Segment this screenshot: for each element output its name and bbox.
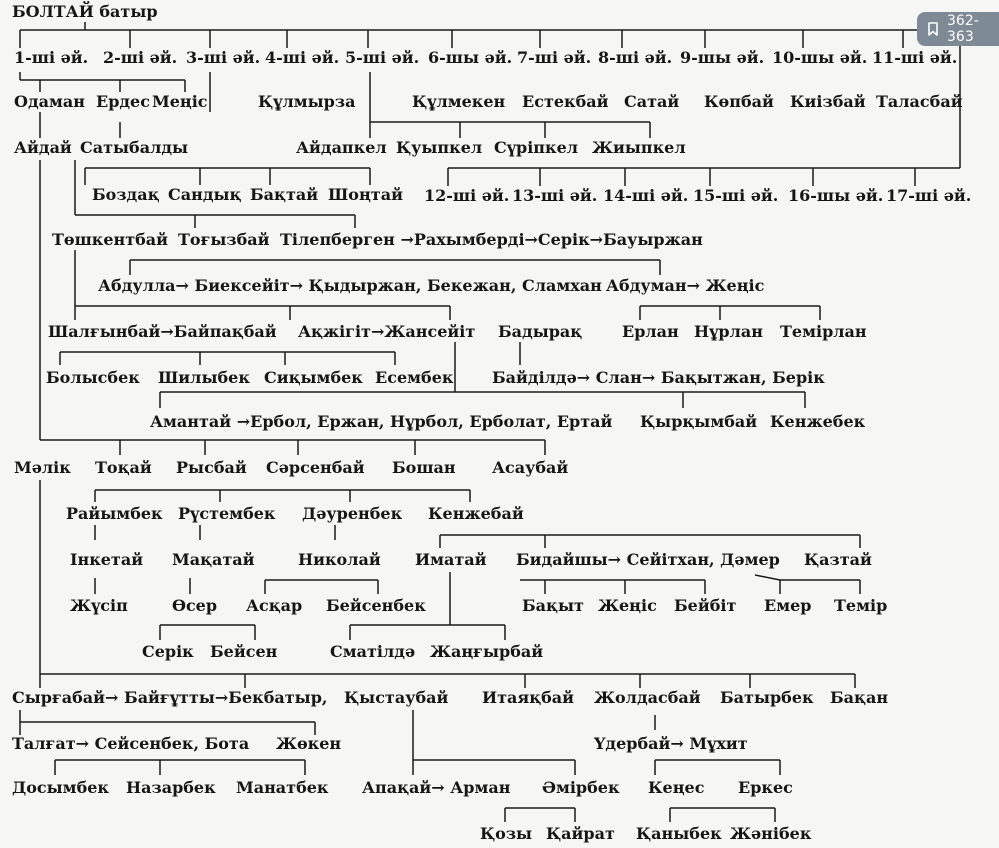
person-name: Николай (298, 550, 381, 569)
person-name: Бақан (830, 688, 889, 707)
person-name: Кеңес (648, 778, 705, 797)
generation-label: 3-ші әй. (186, 48, 261, 67)
bookmark-icon (927, 22, 939, 36)
person-name: Жәнібек (730, 824, 812, 843)
person-name: Қырқымбай (640, 412, 758, 431)
person-name: Бақтай (250, 185, 319, 204)
person-chain: Тілепберген →Рахымберді→Серік→Бауыржан (280, 230, 703, 249)
person-name: Болысбек (46, 368, 140, 387)
person-name: Шоңтай (328, 185, 403, 204)
person-name: Қыстаубай (344, 688, 449, 707)
generation-label: 6-шы әй. (428, 48, 513, 67)
person-name: Асаубай (492, 458, 569, 477)
person-name: Сматілдә (330, 642, 416, 661)
person-name: Тоқай (95, 458, 152, 477)
person-name: Ердес (96, 92, 150, 111)
person-name: Темір (834, 596, 888, 615)
generation-label: 8-ші әй. (598, 48, 673, 67)
person-chain: Ақжігіт→Жансейіт (298, 322, 476, 341)
person-name: Назарбек (126, 778, 216, 797)
person-name: Кенжебек (770, 412, 866, 431)
generation-label: 2-ші әй. (103, 48, 178, 67)
generation-label: 10-шы әй. (772, 48, 868, 67)
root-name: БОЛТАЙ батыр (12, 2, 158, 21)
person-name: Итаяқбай (482, 688, 575, 707)
person-name: Еркес (738, 778, 793, 797)
person-name: Сатай (624, 92, 680, 111)
person-chain: Шалғынбай→Байпақбай (48, 322, 277, 341)
person-name: Темірлан (780, 322, 867, 341)
person-name: Батырбек (720, 688, 814, 707)
person-name: Серік (142, 642, 194, 661)
person-name: Жеңіс (598, 596, 657, 615)
person-name: Мәлік (14, 458, 71, 477)
person-name: Иматай (415, 550, 487, 569)
person-name: Есембек (375, 368, 454, 387)
person-name: Бошан (392, 458, 456, 477)
generation-label: 9-шы әй. (680, 48, 765, 67)
person-name: Нұрлан (694, 322, 763, 341)
person-name: Одаман (14, 92, 85, 111)
person-name: Дәуренбек (302, 504, 403, 523)
generation-label: 13-ші әй. (512, 186, 598, 205)
person-name: Боздақ (92, 185, 160, 204)
person-name: Бейсен (210, 642, 278, 661)
person-name: Қазтай (804, 550, 872, 569)
person-name: Айдай (14, 138, 72, 157)
person-name: Жөкен (276, 734, 342, 753)
generation-label: 11-ші әй. (872, 48, 958, 67)
page-number-badge[interactable] (917, 12, 999, 46)
generation-label: 15-ші әй. (693, 186, 779, 205)
person-chain: Байділдә→ Слан→ Бақытжан, Берік (492, 368, 825, 387)
person-name: Сүріпкел (494, 138, 579, 157)
page-range-label: 362-363 (947, 13, 979, 45)
person-name: Таласбай (876, 92, 963, 111)
person-name: Меңіс (152, 92, 208, 111)
person-chain: Бидайшы→ Сейітхан, Дәмер (516, 550, 780, 569)
person-name: Жолдасбай (594, 688, 701, 707)
generation-label: 4-ші әй. (265, 48, 340, 67)
person-name: Жаңғырбай (430, 642, 544, 661)
person-name: Райымбек (66, 504, 163, 523)
generation-label: 17-ші әй. (886, 186, 972, 205)
person-name: Құлмырза (258, 92, 356, 111)
person-name: Манатбек (236, 778, 329, 797)
generation-label: 12-ші әй. (424, 186, 510, 205)
person-name: Құлмекен (412, 92, 506, 111)
person-name: Тоғызбай (178, 230, 270, 249)
person-name: Әмірбек (542, 778, 620, 797)
person-name: Төшкентбай (52, 230, 169, 249)
person-name: Айдапкел (296, 138, 387, 157)
person-name: Естекбай (522, 92, 609, 111)
person-name: Сандық (168, 185, 242, 204)
person-chain: Апақай→ Арман (362, 778, 511, 797)
person-name: Мақатай (172, 550, 255, 569)
person-name: Сатыбалды (80, 138, 189, 157)
person-chain: Абдуман→ Жеңіс (606, 276, 765, 295)
person-name: Жиыпкел (592, 138, 686, 157)
person-name: Қайрат (546, 824, 615, 843)
person-name: Бадырақ (498, 322, 583, 341)
person-name: Рысбай (176, 458, 247, 477)
person-chain: Талғат→ Сейсенбек, Бота (12, 734, 250, 753)
person-chain: Абдулла→ Биексейіт→ Қыдыржан, Бекежан, Сламхан (98, 276, 602, 295)
person-name: Қозы (480, 824, 533, 843)
person-name: Шилыбек (158, 368, 250, 387)
generation-label: 7-ші әй. (517, 48, 592, 67)
person-name: Досымбек (12, 778, 109, 797)
person-name: Киізбай (790, 92, 866, 111)
generation-label: 1-ші әй. (14, 48, 89, 67)
person-name: Інкетай (70, 550, 144, 569)
generation-label: 14-ші әй. (603, 186, 689, 205)
person-name: Рүстембек (178, 504, 276, 523)
person-name: Бейбіт (674, 596, 737, 615)
generation-label: 16-шы әй. (788, 186, 884, 205)
person-chain: Сырғабай→ Байғұтты→Бекбатыр, (12, 688, 328, 707)
person-name: Ерлан (622, 322, 679, 341)
person-name: Кенжебай (428, 504, 524, 523)
person-name: Көпбай (704, 92, 774, 111)
person-name: Сиқымбек (264, 368, 363, 387)
person-name: Сәрсенбай (266, 458, 365, 477)
generation-label: 5-ші әй. (345, 48, 420, 67)
person-name: Жүсіп (70, 596, 128, 615)
person-name: Қаныбек (636, 824, 722, 843)
person-chain: Амантай →Ербол, Ержан, Нұрбол, Ерболат, Ертай (150, 412, 613, 431)
person-name: Бейсенбек (326, 596, 426, 615)
person-name: Өсер (172, 596, 218, 615)
person-name: Емер (764, 596, 812, 615)
person-name: Қуыпкел (396, 138, 483, 157)
person-chain: Үдербай→ Мұхит (594, 734, 748, 753)
person-name: Асқар (246, 596, 303, 615)
person-name: Бақыт (522, 596, 584, 615)
